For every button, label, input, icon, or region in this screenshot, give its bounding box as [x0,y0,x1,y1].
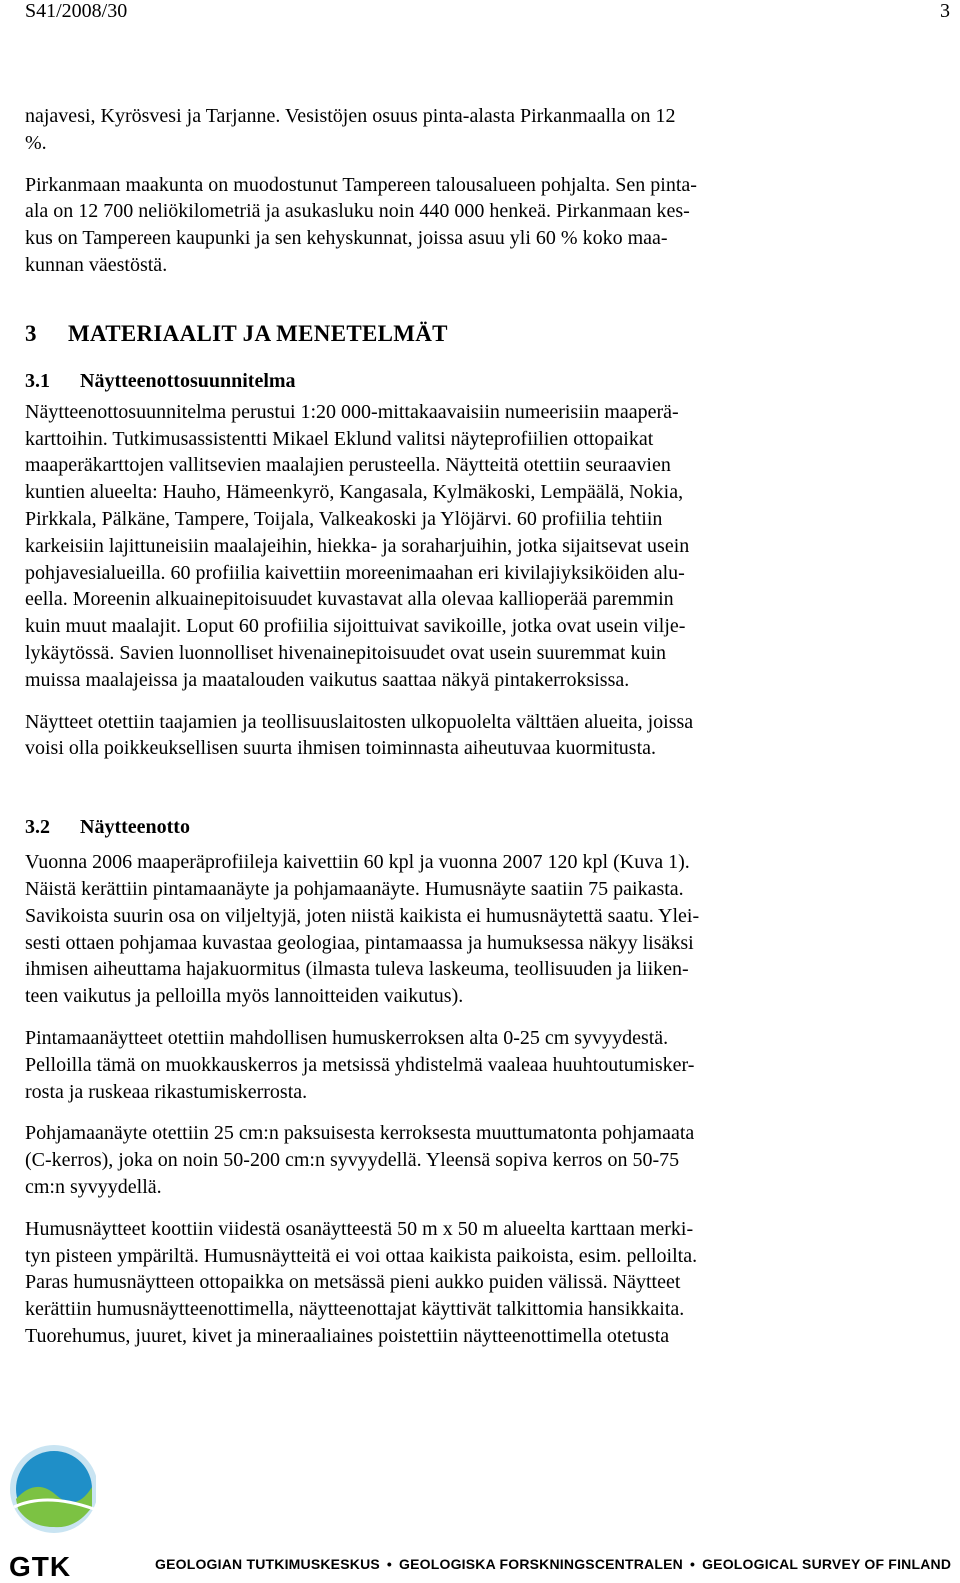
text-line: voisi olla poikkeuksellisen suurta ihmisen toiminnasta aiheutuvaa kuormitusta. [25,737,657,760]
text-line: Pelloilla tämä on muokkauskerros ja metsissä yhdistelmä vaaleaa huuhtoutumisker- [25,1053,695,1076]
org-name-english: GEOLOGICAL SURVEY OF FINLAND [702,1556,952,1572]
org-name-finnish: GEOLOGIAN TUTKIMUSKESKUS [155,1556,380,1572]
text-line: Tuorehumus, juuret, kivet ja mineraaliaines poistettiin näytteenottimella otetusta [25,1324,670,1347]
text-line: kerättiin humusnäytteenottimella, näytteenottajat käyttivät talkittomia hansikkaita. [25,1298,685,1321]
page-header [25,0,950,26]
paragraph [25,1025,840,1105]
text-line: kus on Tampereen kaupunki ja sen kehyskunnat, joissa asuu yli 60 % koko maa- [25,227,668,250]
text-line: kuin muut maalajit. Loput 60 profiilia sijoittuivat savikoille, jotka ovat usein vilje- [25,615,686,638]
text-line: Pintamaanäytteet otettiin mahdollisen humuskerroksen alta 0-25 cm syvyydestä. [25,1026,669,1049]
section-number: 3 [25,320,37,346]
paragraph [25,849,840,1010]
text-line: najavesi, Kyrösvesi ja Tarjanne. Vesistöjen osuus pinta-alasta Pirkanmaalla on 12 [25,105,676,127]
text-line: muissa maalajeissa ja maatalouden vaikutus saattaa näkyä pintakerroksissa. [25,668,630,691]
text-line: ihmisen aiheuttama hajakuormitus (ilmasta tuleva laskeuma, teollisuuden ja liiken- [25,958,689,981]
paragraph [25,1216,840,1350]
text-line: tyn pisteen ympäriltä. Humusnäytteitä ei voi ottaa kaikista paikoista, esim. pelloilta. [25,1244,698,1267]
text-line: kuntien alueelta: Hauho, Hämeenkyrö, Kangasala, Kylmäkoski, Lempäälä, Nokia, [25,481,684,504]
paragraph [25,399,840,694]
text-line: ala on 12 700 neliökilometriä ja asukasluku noin 440 000 henkeä. Pirkanmaan kes- [25,200,690,223]
text-line: cm:n syvyydellä. [25,1175,162,1198]
document-reference: S41/2008/30 [25,0,128,22]
subsection-number: 3.1 [25,369,50,392]
text-line: rosta ja ruskeaa rikastumiskerrosta. [25,1080,308,1103]
intro-paragraph-2 [25,172,840,279]
org-name-swedish: GEOLOGISKA FORSKNINGSCENTRALEN [399,1556,683,1572]
section-title: MATERIAALIT JA MENETELMÄT [68,320,448,346]
text-line: karkeisiin lajittuneisiin maalajeihin, hiekka- ja soraharjuihin, jotka sijaitsevat usein [25,534,690,557]
separator-dot: • [386,1556,393,1572]
gtk-logo-icon [6,1437,96,1547]
page-footer [0,1437,960,1583]
subsection-heading [25,814,840,840]
separator-dot: • [689,1556,696,1572]
subsection-title: Näytteenotto [80,816,190,839]
text-line: karttoihin. Tutkimusassistentti Mikael Eklund valitsi näyteprofiilien ottopaikat [25,427,654,450]
text-line: Pirkanmaan maakunta on muodostunut Tampereen talousalueen pohjalta. Sen pinta- [25,173,697,196]
page-content [25,103,840,1365]
text-line: eella. Moreenin alkuainepitoisuudet kuvastavat alla olevaa kallioperää paremmin [25,588,674,611]
subsection-number: 3.2 [25,816,50,839]
text-line: kunnan väestöstä. [25,253,168,276]
text-line: Humusnäytteet koottiin viidestä osanäytteestä 50 m x 50 m alueelta karttaan merki- [25,1217,694,1240]
text-line: maaperäkarttojen vallitsevien maalajien perusteella. Näytteitä otettiin seuraavien [25,454,671,477]
text-line: Näytteet otettiin taajamien ja teollisuuslaitosten ulkopuolelta välttäen alueita, joissa [25,710,694,733]
text-line: Näistä kerättiin pintamaanäyte ja pohjamaanäyte. Humusnäyte saatiin 75 paikasta. [25,877,684,900]
text-line: teen vaikutus ja pelloilla myös lannoitteiden vaikutus). [25,985,464,1008]
text-line: Savikoista suurin osa on viljeltyjä, joten niistä kaikista ei humusnäytettä saatu. Ylei- [25,904,700,927]
text-line: lykäytössä. Savien luonnolliset hivenainepitoisuudet ovat usein suuremmat kuin [25,641,667,664]
subsection-heading [25,368,840,394]
intro-paragraph-1 [25,103,840,157]
text-line: Näytteenottosuunnitelma perustui 1:20 000-mittakaavaisiin numeerisiin maaperä- [25,400,679,423]
paragraph [25,709,840,763]
page-number: 3 [940,0,950,22]
text-line: sesti ottaen pohjamaa kuvastaa geologiaa, pintamaassa ja humuksessa näkyy lisäksi [25,931,694,954]
text-line: %. [25,131,47,154]
text-line: (C-kerros), joka on noin 50-200 cm:n syvyydellä. Yleensä sopiva kerros on 50-75 [25,1149,680,1172]
text-line: pohjavesialueilla. 60 profiilia kaivettiin moreenimaahan eri kivilajiyksiköiden alu- [25,561,685,584]
paragraph [25,1120,840,1200]
text-line: Pohjamaanäyte otettiin 25 cm:n paksuisesta kerroksesta muuttumatonta pohjamaata [25,1122,695,1145]
organization-tagline [155,1556,951,1572]
section-heading [25,319,840,349]
text-line: Vuonna 2006 maaperäprofiileja kaivettiin 60 kpl ja vuonna 2007 120 kpl (Kuva 1). [25,851,690,874]
text-line: Pirkkala, Pälkäne, Tampere, Toijala, Valkeakoski ja Ylöjärvi. 60 profiilia tehtiin [25,507,663,530]
text-line: Paras humusnäytteen ottopaikka on metsässä pieni aukko puiden välissä. Näytteet [25,1271,681,1294]
subsection-title: Näytteenottosuunnitelma [80,369,296,392]
logo-wordmark: GTK [9,1551,72,1582]
